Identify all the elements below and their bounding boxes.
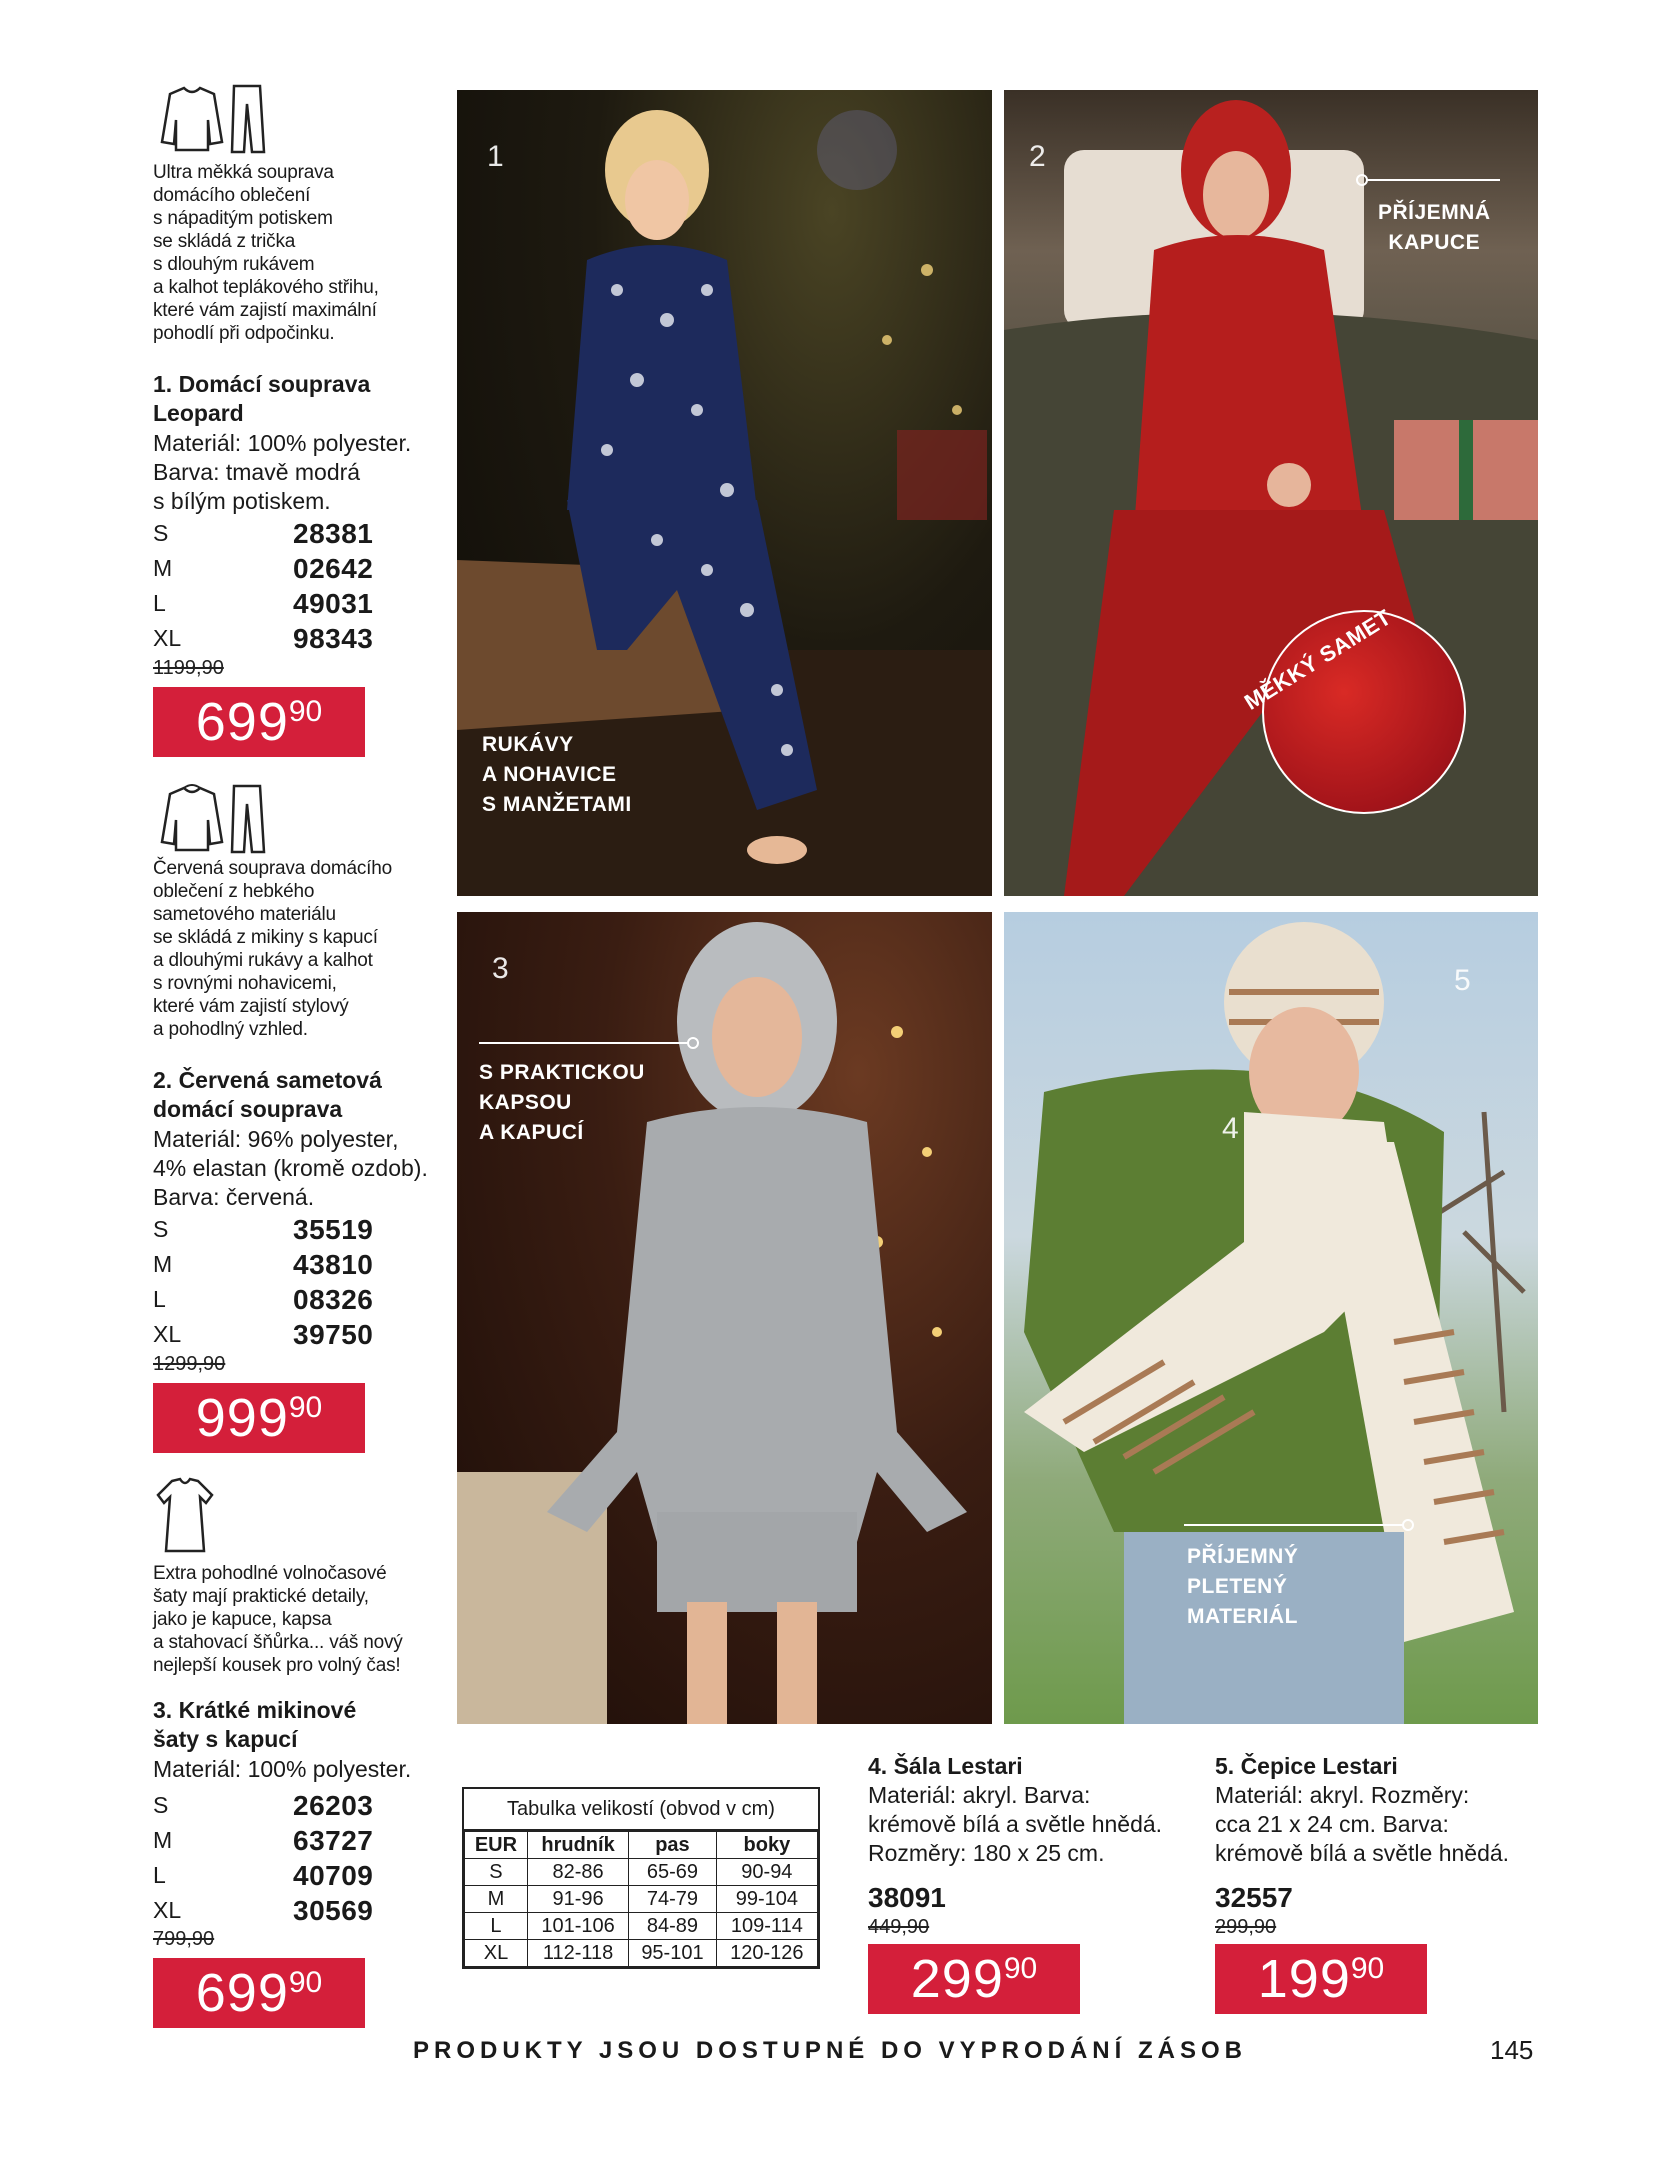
product-1-info: Materiál: 100% polyester. Barva: tmavě modrá s bílým potiskem.	[153, 430, 412, 514]
size-row	[153, 1282, 393, 1317]
price-integer: 699	[195, 692, 289, 752]
price-integer: 199	[1257, 1949, 1351, 2009]
size-label: L	[153, 1286, 166, 1312]
size-label: S	[153, 1216, 169, 1242]
hat-info: Materiál: akryl. Rozměry: cca 21 x 24 cm. Barva: krémově bílá a světle hnědá.	[1215, 1782, 1510, 1866]
table-cell: 90-94	[716, 1859, 817, 1886]
product-code: 28381	[293, 517, 374, 549]
table-cell: M	[465, 1886, 528, 1913]
table-row	[465, 1859, 818, 1886]
callout-pocket-hood: S PRAKTICKOU KAPSOU A KAPUCÍ	[479, 1061, 645, 1144]
table-cell: 95-101	[629, 1940, 717, 1967]
product-code: 63727	[293, 1824, 374, 1856]
size-table-grid	[464, 1831, 818, 1967]
scarf-info: Materiál: akryl. Barva: krémově bílá a světle hnědá. Rozměry: 180 x 25 cm.	[868, 1782, 1163, 1866]
table-cell: 74-79	[629, 1886, 717, 1913]
size-row	[153, 551, 393, 586]
table-cell: S	[465, 1859, 528, 1886]
price-decimal: 90	[1003, 1952, 1038, 1985]
table-cell: 101-106	[527, 1913, 628, 1940]
price-decimal: 90	[1350, 1952, 1385, 1985]
scarf-old-price: 449,90	[868, 1916, 930, 1938]
product-2-title: 2. Červená sametová domácí souprava	[153, 1067, 382, 1122]
size-row	[153, 1317, 393, 1352]
size-row	[153, 586, 393, 621]
callout-leader-dot	[687, 1037, 699, 1049]
product-1-title: 1. Domácí souprava Leopard	[153, 371, 371, 426]
scarf-price-tag	[868, 1944, 1080, 2014]
photo-scarf-and-hat	[1004, 912, 1538, 1724]
table-cell: 65-69	[629, 1859, 717, 1886]
size-row	[153, 1212, 393, 1247]
size-label: XL	[153, 625, 182, 651]
availability-footer: PRODUKTY JSOU DOSTUPNÉ DO VYPRODÁNÍ ZÁSOB	[413, 2037, 1247, 2064]
table-cell: 120-126	[716, 1940, 817, 1967]
size-label: M	[153, 1827, 173, 1853]
table-cell: 84-89	[629, 1913, 717, 1940]
hoodie-dress-illustration	[457, 912, 992, 1724]
product-2-old-price: 1299,90	[153, 1353, 226, 1375]
size-label: S	[153, 520, 169, 546]
table-cell: 109-114	[716, 1913, 817, 1940]
table-header: hrudník	[527, 1832, 628, 1859]
product-code: 08326	[293, 1283, 374, 1315]
photo-number-3: 3	[492, 952, 509, 985]
pajama-set-icon	[150, 80, 272, 156]
product-3-description: Extra pohodlné volnočasové šaty mají praktické detaily, jako je kapuce, kapsa a stahovací šňůrka... váš nový nejlepší kousek pro volný čas!	[153, 1563, 403, 1676]
callout-cuffs: RUKÁVY A NOHAVICE S MANŽETAMI	[482, 733, 632, 816]
hat-product-code: 32557	[1215, 1882, 1293, 1913]
callout-hood: PŘÍJEMNÁ KAPUCE	[1378, 201, 1491, 254]
product-code: 40709	[293, 1859, 374, 1891]
product-3-old-price: 799,90	[153, 1928, 215, 1950]
product-3-price-tag	[153, 1958, 365, 2028]
dress-icon	[150, 1475, 220, 1555]
table-row	[465, 1913, 818, 1940]
size-row	[153, 1823, 393, 1858]
scarf-product-code: 38091	[868, 1882, 946, 1913]
product-code: 26203	[293, 1789, 374, 1821]
product-2-description: Červená souprava domácího oblečení z hebkého sametového materiálu se skládá z mikiny s kapucí a dlouhými rukávy a kalhot s rovnými nohavicemi, které vám zajistí stylový a pohodlný vzhled.	[153, 858, 392, 1040]
photo-leopard-pajamas	[457, 90, 992, 896]
product-1-description: Ultra měkká souprava domácího oblečení s nápaditým potiskem se skládá z trička s dlouhým rukávem a kalhot teplákového střihu, které vám zajistí maximální pohodlí při odpočinku.	[153, 162, 379, 344]
table-cell: XL	[465, 1940, 528, 1967]
product-code: 43810	[293, 1248, 374, 1280]
product-code: 98343	[293, 622, 374, 654]
product-3-info: Materiál: 100% polyester.	[153, 1756, 412, 1782]
size-row	[153, 1247, 393, 1282]
size-row	[153, 1893, 393, 1928]
callout-leader-dot	[1402, 1519, 1414, 1531]
size-row	[153, 516, 393, 551]
size-label: XL	[153, 1897, 182, 1923]
price-decimal: 90	[288, 695, 323, 728]
size-row	[153, 621, 393, 656]
photo-red-velvet-set	[1004, 90, 1538, 896]
price-decimal: 90	[288, 1966, 323, 1999]
product-code: 02642	[293, 552, 374, 584]
scarf-title: 4. Šála Lestari	[868, 1753, 1023, 1779]
product-code: 39750	[293, 1318, 374, 1350]
size-label: L	[153, 590, 166, 616]
size-table-caption: Tabulka velikostí (obvod v cm)	[464, 1789, 818, 1831]
product-1-price-tag	[153, 687, 365, 757]
size-label: L	[153, 1862, 166, 1888]
product-code: 49031	[293, 587, 374, 619]
table-row	[465, 1886, 818, 1913]
product-2-price-tag	[153, 1383, 365, 1453]
size-label: M	[153, 555, 173, 581]
hat-price-tag	[1215, 1944, 1427, 2014]
table-header: boky	[716, 1832, 817, 1859]
table-cell: 82-86	[527, 1859, 628, 1886]
price-integer: 699	[195, 1963, 289, 2023]
photo-number-5: 5	[1454, 964, 1471, 997]
callout-leader-line	[1366, 179, 1500, 181]
callout-knit-material: PŘÍJEMNÝ PLETENÝ MATERIÁL	[1187, 1545, 1299, 1628]
callout-leader-line	[1184, 1524, 1404, 1526]
size-row	[153, 1858, 393, 1893]
photo-hoodie-dress	[457, 912, 992, 1724]
hoodie-set-icon	[150, 780, 272, 856]
table-row	[465, 1940, 818, 1967]
table-cell: L	[465, 1913, 528, 1940]
product-code: 35519	[293, 1213, 374, 1245]
product-3-title: 3. Krátké mikinové šaty s kapucí	[153, 1697, 357, 1752]
hat-title: 5. Čepice Lestari	[1215, 1753, 1398, 1779]
size-table	[462, 1787, 820, 1969]
price-integer: 299	[910, 1949, 1004, 2009]
price-decimal: 90	[288, 1391, 323, 1424]
table-header-row	[465, 1832, 818, 1859]
table-header: pas	[629, 1832, 717, 1859]
table-cell: 91-96	[527, 1886, 628, 1913]
size-label: M	[153, 1251, 173, 1277]
hat-old-price: 299,90	[1215, 1916, 1277, 1938]
photo-number-1: 1	[487, 140, 504, 173]
callout-leader-line	[479, 1042, 689, 1044]
product-3-size-list	[153, 1788, 393, 1928]
size-label: S	[153, 1792, 169, 1818]
product-code: 30569	[293, 1894, 374, 1926]
photo-number-4: 4	[1222, 1112, 1239, 1145]
table-cell: 99-104	[716, 1886, 817, 1913]
table-cell: 112-118	[527, 1940, 628, 1967]
photo-number-2: 2	[1029, 140, 1046, 173]
table-header: EUR	[465, 1832, 528, 1859]
callout-soft-velvet: MĚKKÝ SAMET	[1239, 604, 1396, 715]
product-1-old-price: 1199,90	[153, 657, 224, 679]
size-label: XL	[153, 1321, 182, 1347]
price-integer: 999	[195, 1388, 289, 1448]
page-number: 145	[1490, 2035, 1534, 2065]
product-2-info: Materiál: 96% polyester, 4% elastan (kromě ozdob). Barva: červená.	[153, 1126, 428, 1210]
product-1-size-list	[153, 516, 393, 656]
size-row	[153, 1788, 393, 1823]
product-2-size-list	[153, 1212, 393, 1352]
